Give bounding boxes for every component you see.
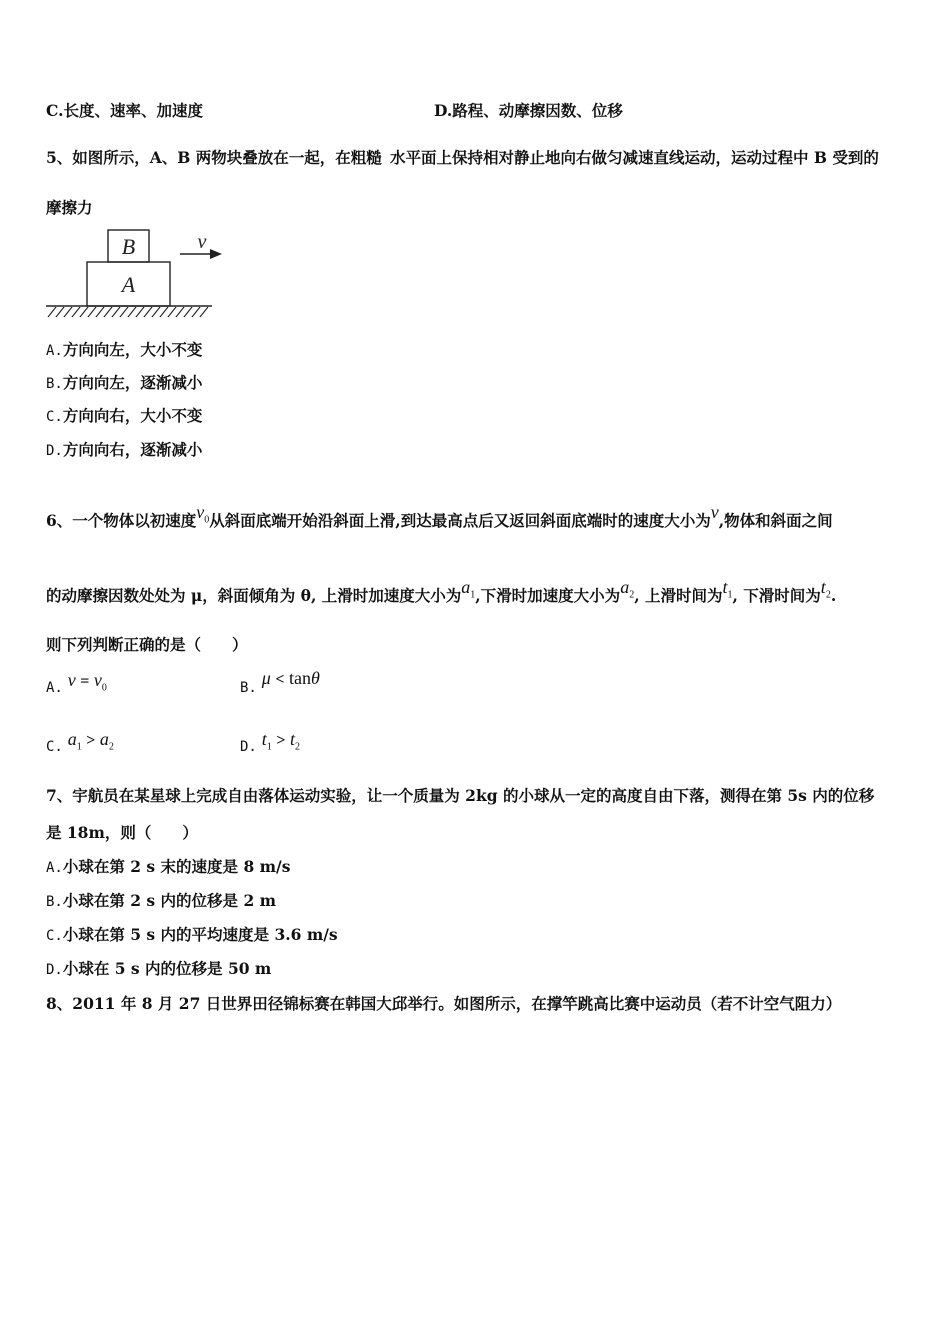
v-symbol: v bbox=[710, 502, 719, 522]
q5-stem-part1: 5、如图所示，A、B 两物块叠放在一起，在粗糙 bbox=[46, 148, 382, 167]
q5-option-c: C.方向向右，大小不变 bbox=[46, 406, 203, 425]
q6-stem-line3: 则下列判断正确的是（ ） bbox=[46, 635, 248, 654]
q5-option-d: D.方向向右，逐渐减小 bbox=[46, 440, 203, 459]
q7-option-c: C.小球在第 5 s 内的平均速度是 3.6 m/s bbox=[46, 925, 338, 944]
block-b-label: B bbox=[121, 234, 136, 259]
q6-option-d: D. $t_1 > t_2$ bbox=[240, 729, 300, 755]
q5-stem-part3: 摩擦力 bbox=[46, 198, 93, 217]
q6-option-b: B. μ < tanθ bbox=[240, 668, 320, 696]
v0-symbol: $v_0$ bbox=[196, 502, 210, 526]
q7-option-a: A.小球在第 2 s 末的速度是 8 m/s bbox=[46, 857, 291, 876]
q6-stem-line1: 6、一个物体以初速度$v_0$从斜面底端开始沿斜面上滑,到达最高点后又返回斜面底端时的速度大小为v,物体和斜面之间 bbox=[46, 502, 833, 530]
q7-stem-line2: 是 18m，则（ ） bbox=[46, 823, 198, 842]
q6-option-a: A. $v = v_0$ bbox=[46, 670, 107, 696]
velocity-label: v bbox=[197, 231, 207, 253]
ground-hatching bbox=[48, 307, 208, 317]
q6-option-c: C. $a_1 > a_2$ bbox=[46, 729, 114, 755]
q5-option-a: A.方向向左，大小不变 bbox=[46, 340, 203, 359]
a1-symbol: $a_1$ bbox=[461, 577, 476, 601]
q7-option-b: B.小球在第 2 s 内的位移是 2 m bbox=[46, 891, 277, 910]
q5-blocks-figure bbox=[44, 226, 224, 318]
t1-symbol: $t_1$ bbox=[722, 577, 733, 601]
q8-stem: 8、2011 年 8 月 27 日世界田径锦标赛在韩国大邱举行。如图所示，在撑竿跳高比赛中运动员（若不计空气阻力） bbox=[46, 994, 842, 1013]
q7-stem-line1: 7、宇航员在某星球上完成自由落体运动实验，让一个质量为 2kg 的小球从一定的高度自由下落，测得在第 5s 内的位移 bbox=[46, 786, 875, 805]
q7-option-d: D.小球在 5 s 内的位移是 50 m bbox=[46, 959, 272, 978]
a2-symbol: $a_2$ bbox=[620, 577, 635, 601]
block-a-label: A bbox=[121, 272, 136, 297]
velocity-arrowhead bbox=[210, 249, 222, 259]
t2-symbol: $t_2$ bbox=[820, 577, 831, 601]
q5-stem-part2: 水平面上保持相对静止地向右做匀减速直线运动，运动过程中 B 受到的 bbox=[390, 148, 879, 167]
q5-option-b: B.方向向左，逐渐减小 bbox=[46, 373, 203, 392]
q6-stem-line2: 的动摩擦因数处处为 μ，斜面倾角为 θ, 上滑时加速度大小为$a_1$,下滑时加速度大小为$a_2$, 上滑时间为$t_1$, 下滑时间为$t_2$. bbox=[46, 577, 837, 605]
q4-option-c: C.长度、速率、加速度 bbox=[46, 101, 203, 120]
q4-option-d: D.路程、动摩擦因数、位移 bbox=[434, 101, 623, 120]
